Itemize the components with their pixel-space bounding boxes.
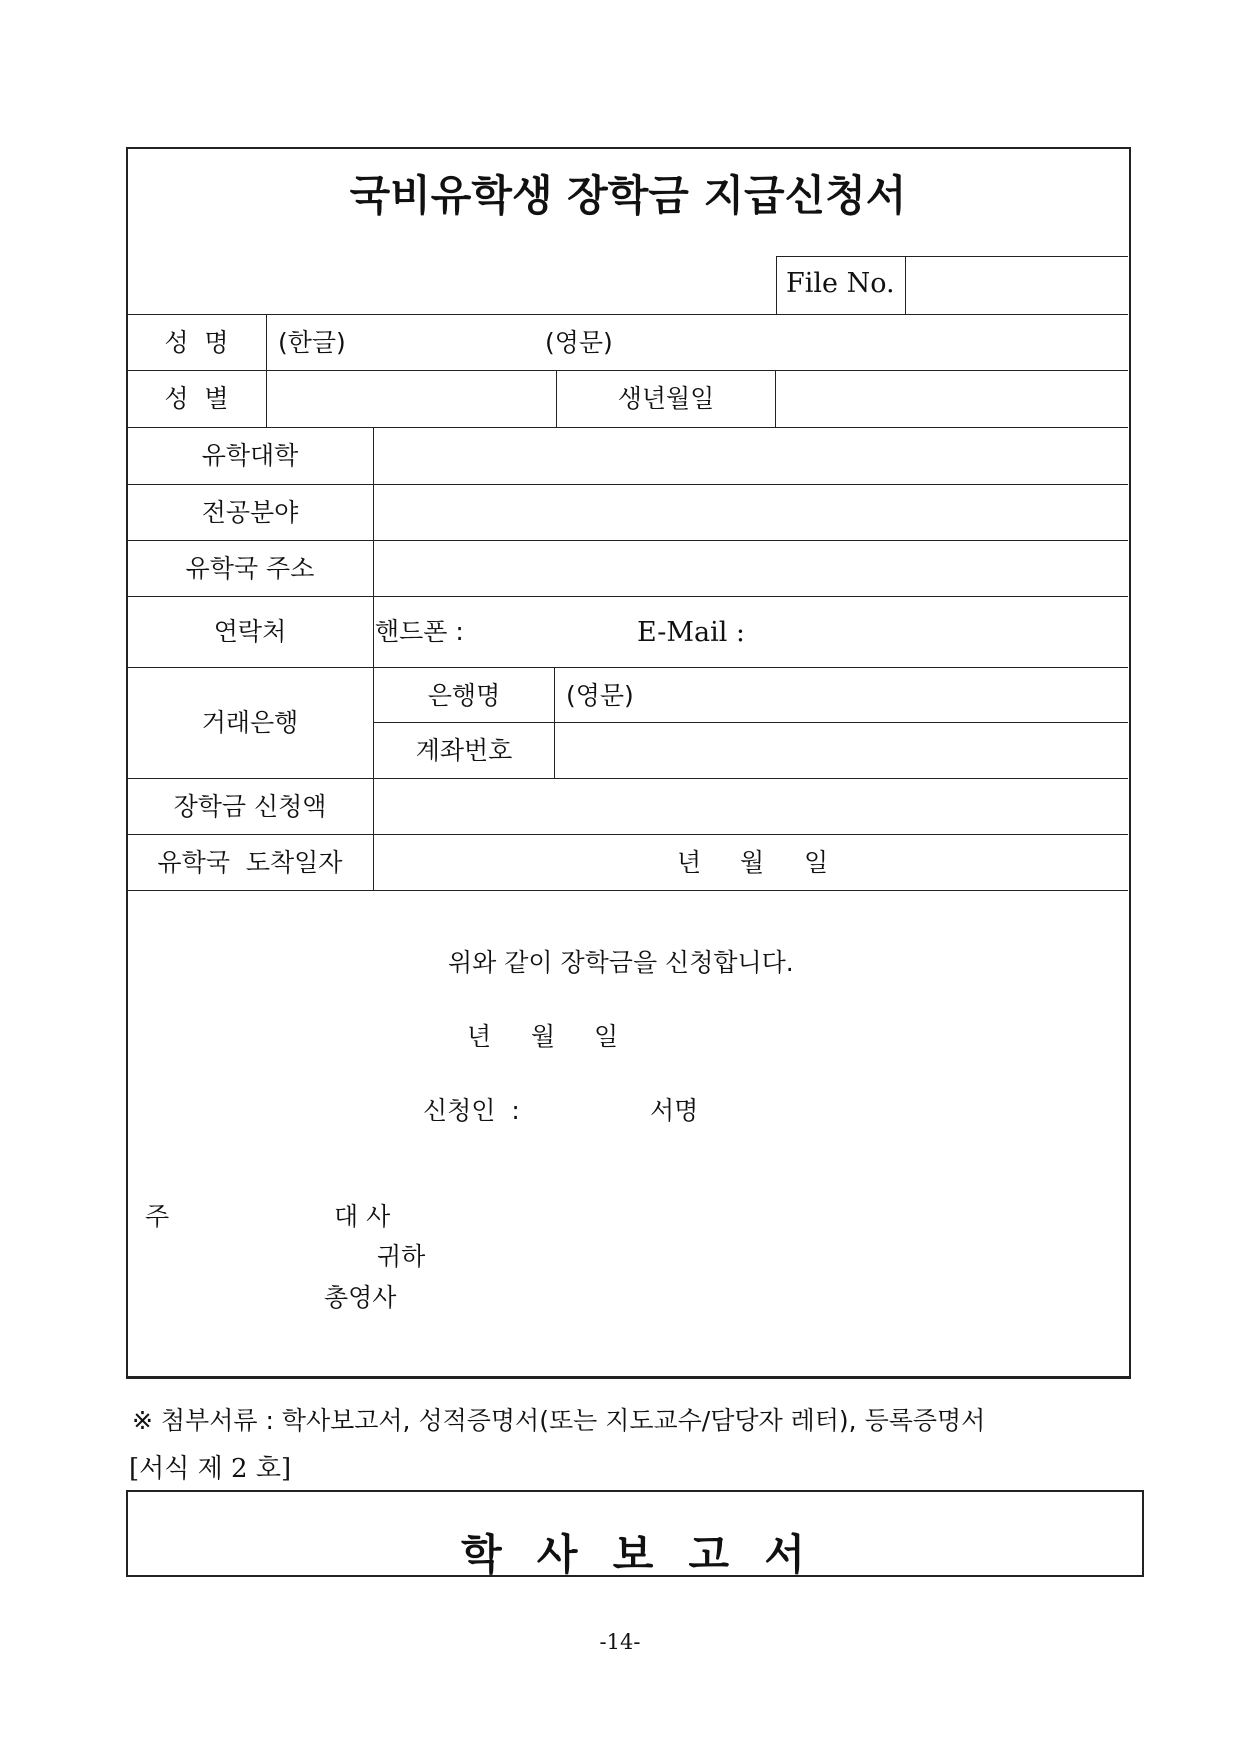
contact-label: 연락처 [213,617,287,646]
name-english-field[interactable] [620,316,1120,369]
gender-field[interactable] [268,372,554,426]
mobile-label: 핸드폰 : [375,617,464,646]
honorific-label: 귀하 [377,1242,426,1271]
name-korean-label: (한글) [278,328,346,357]
mobile-field[interactable] [470,598,630,666]
bank-name-english-label: (영문) [566,681,634,710]
address-field[interactable] [375,542,1125,595]
form-number: [서식 제 2 호] [129,1454,292,1484]
name-english-label: (영문) [545,328,613,357]
birthdate-label: 생년월일 [617,384,715,413]
arrival-month-label: 월 [740,848,765,877]
university-field[interactable] [375,429,1125,483]
major-field[interactable] [375,486,1125,539]
sign-year-label: 년 [467,1022,492,1051]
bank-label: 거래은행 [201,708,299,737]
form-title: 국비유학생 장학금 지급신청서 [349,171,907,220]
birthdate-field[interactable] [777,372,1125,426]
arrival-label: 유학국 도착일자 [157,848,343,877]
arrival-year-label: 년 [677,848,702,877]
major-label: 전공분야 [201,498,299,527]
file-no-label: File No. [786,268,895,299]
amount-field[interactable] [375,780,1125,833]
page-number: -14- [599,1630,641,1654]
name-label: 성 명 [164,328,229,357]
attachments-note: ※ 첨부서류 : 학사보고서, 성적증명서(또는 지도교수/담당자 레터), 등록증명서 [132,1406,986,1435]
bank-name-field[interactable] [650,669,1125,721]
university-label: 유학대학 [201,441,299,470]
arrival-day-label: 일 [804,848,829,877]
ambassador-label: 대 사 [334,1202,391,1231]
file-no-field[interactable] [907,258,1125,313]
addressee-ju: 주 [145,1202,170,1231]
report-title: 학 사 보 고 서 [461,1530,807,1579]
bank-name-label: 은행명 [427,681,501,710]
consul-general-label: 총영사 [324,1283,397,1312]
arrival-date-field[interactable] [375,836,675,889]
email-label: E-Mail : [637,617,746,648]
email-field[interactable] [750,598,1125,666]
account-field[interactable] [556,724,1125,777]
name-korean-field[interactable] [350,316,540,369]
applicant-name-field[interactable] [530,1090,640,1130]
sign-month-label: 월 [531,1022,556,1051]
signature-label: 서명 [650,1096,699,1125]
applicant-label: 신청인 : [423,1096,520,1125]
statement-text: 위와 같이 장학금을 신청합니다. [448,948,794,977]
sign-day-label: 일 [594,1022,619,1051]
amount-label: 장학금 신청액 [173,792,327,821]
gender-label: 성 별 [164,384,229,413]
address-label: 유학국 주소 [185,554,315,583]
account-label: 계좌번호 [415,736,513,765]
